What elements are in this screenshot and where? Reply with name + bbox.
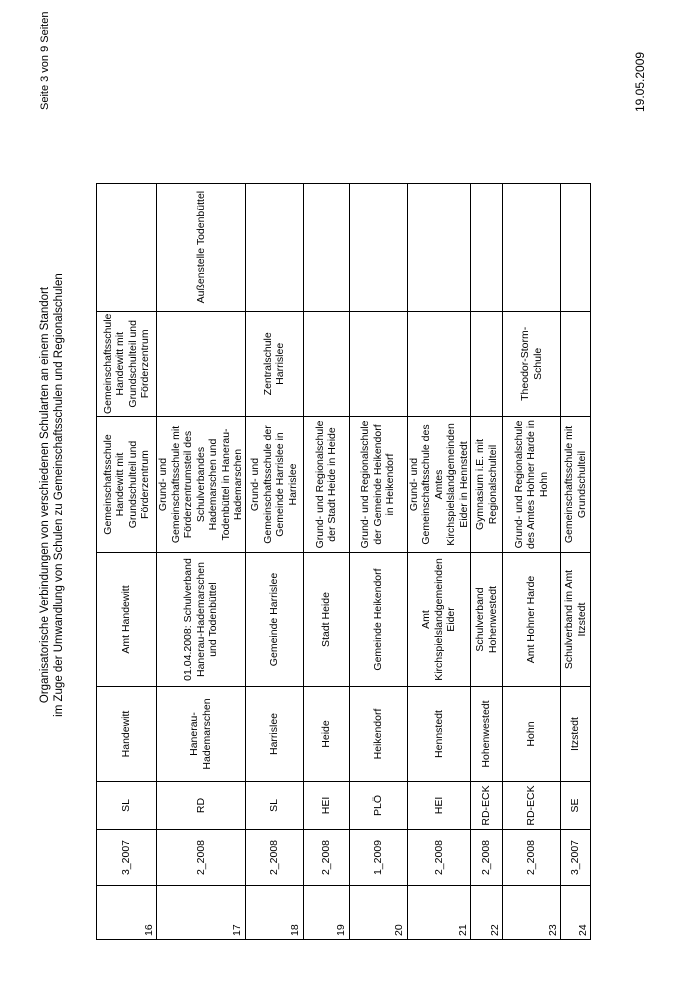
- date-code-cell: 2_2008: [157, 830, 246, 886]
- row-number-cell: 21: [407, 886, 471, 940]
- location-cell: Handewitt: [97, 687, 157, 782]
- table-row: [471, 183, 503, 939]
- row-number-cell: 16: [97, 886, 157, 940]
- table-row: [303, 183, 349, 939]
- school-name-cell: Grund- und Regionalschule der Gemeinde Heikendorf in Heikendorf: [349, 417, 407, 553]
- connected-school-cell: [561, 311, 591, 416]
- date-code-cell: 2_2008: [407, 830, 471, 886]
- branch-office-cell: [561, 183, 591, 311]
- school-name-cell: Grund- und Regionalschule des Amtes Hohner Harde in Hohn: [503, 417, 561, 553]
- connected-school-cell: [407, 311, 471, 416]
- school-authority-cell: Gemeinde Heikendorf: [349, 553, 407, 687]
- location-cell: Hanerau-Hademarschen: [157, 687, 246, 782]
- location-cell: Hohn: [503, 687, 561, 782]
- branch-office-cell: Außenstelle Todenbüttel: [157, 183, 246, 311]
- school-name-cell: Grund- und Regionalschule der Stadt Heide in Heide: [303, 417, 349, 553]
- school-authority-cell: Schulverband Hohenwestedt: [471, 553, 503, 687]
- location-cell: Itzstedt: [561, 687, 591, 782]
- connected-school-cell: Theodor-Storm-Schule: [503, 311, 561, 416]
- location-cell: Heikendorf: [349, 687, 407, 782]
- district-cell: RD-ECK: [471, 782, 503, 830]
- school-authority-cell: 01.04.2008: Schulverband Hanerau-Hademarschen und Todenbüttel: [157, 553, 246, 687]
- school-name-cell: Grund- und Gemeinschaftsschule mit Förderzentrumsteil des Schulverbandes Hademarschen und Todenbüttel in Hanerau-Hademarschen: [157, 417, 246, 553]
- connected-school-cell: Gemeinschaftsschule Handewitt mit Grundschulteil und Förderzentrum: [97, 311, 157, 416]
- branch-office-cell: [245, 183, 303, 311]
- school-authority-cell: Schulverband im Amt Itzstedt: [561, 553, 591, 687]
- location-cell: Heide: [303, 687, 349, 782]
- table-row: [157, 183, 246, 939]
- connected-school-cell: Zentralschule Harrislee: [245, 311, 303, 416]
- table-row: [97, 183, 157, 939]
- table-body: [97, 183, 591, 939]
- schools-table: [96, 183, 591, 940]
- date-code-cell: 2_2008: [471, 830, 503, 886]
- row-number-cell: 17: [157, 886, 246, 940]
- connected-school-cell: [471, 311, 503, 416]
- connected-school-cell: [157, 311, 246, 416]
- school-name-cell: Gemeinschaftsschule Handewitt mit Grundschulteil und Förderzentrum: [97, 417, 157, 553]
- district-cell: HEI: [407, 782, 471, 830]
- district-cell: PLÖ: [349, 782, 407, 830]
- row-number-cell: 24: [561, 886, 591, 940]
- school-name-cell: Gymnasium i.E. mit Regionalschulteil: [471, 417, 503, 553]
- location-cell: Harrislee: [245, 687, 303, 782]
- school-authority-cell: Amt Kirchspielslandgemeinden Eider: [407, 553, 471, 687]
- district-cell: SL: [245, 782, 303, 830]
- date-code-cell: 2_2008: [303, 830, 349, 886]
- district-cell: RD-ECK: [503, 782, 561, 830]
- date-code-cell: 2_2008: [245, 830, 303, 886]
- school-name-cell: Grund- und Gemeinschaftsschule des Amtes Kirchspielslandgemeinden Eider in Hennstedt: [407, 417, 471, 553]
- location-cell: Hennstedt: [407, 687, 471, 782]
- date-code-cell: 3_2007: [561, 830, 591, 886]
- date-code-cell: 3_2007: [97, 830, 157, 886]
- row-number-cell: 18: [245, 886, 303, 940]
- row-number-cell: 20: [349, 886, 407, 940]
- date-code-cell: 1_2009: [349, 830, 407, 886]
- branch-office-cell: [97, 183, 157, 311]
- school-name-cell: Gemeinschaftsschule mit Grundschulteil: [561, 417, 591, 553]
- connected-school-cell: [303, 311, 349, 416]
- table-row: [503, 183, 561, 939]
- branch-office-cell: [503, 183, 561, 311]
- school-authority-cell: Stadt Heide: [303, 553, 349, 687]
- page-number: Seite 3 von 9 Seiten: [39, 11, 51, 110]
- location-cell: Hohenwestedt: [471, 687, 503, 782]
- connected-school-cell: [349, 311, 407, 416]
- row-number-cell: 22: [471, 886, 503, 940]
- table-row: [407, 183, 471, 939]
- branch-office-cell: [303, 183, 349, 311]
- district-cell: SL: [97, 782, 157, 830]
- document-date: 19.05.2009: [633, 51, 647, 112]
- school-authority-cell: Amt Handewitt: [97, 553, 157, 687]
- table-row: [561, 183, 591, 939]
- table-row: [245, 183, 303, 939]
- document-title-line1: Organisatorische Verbindungen von verschiedenen Schularten an einem Standort: [39, 286, 51, 704]
- district-cell: HEI: [303, 782, 349, 830]
- district-cell: SE: [561, 782, 591, 830]
- branch-office-cell: [349, 183, 407, 311]
- branch-office-cell: [407, 183, 471, 311]
- row-number-cell: 19: [303, 886, 349, 940]
- school-authority-cell: Amt Hohner Harde: [503, 553, 561, 687]
- document-title-line2: im Zuge der Umwandlung von Schulen zu Gemeinschaftsschulen und Regionalschulen: [53, 273, 65, 717]
- table-row: [349, 183, 407, 939]
- school-name-cell: Grund- und Gemeinschaftsschule der Gemeinde Harrislee in Harrislee: [245, 417, 303, 553]
- date-code-cell: 2_2008: [503, 830, 561, 886]
- district-cell: RD: [157, 782, 246, 830]
- row-number-cell: 23: [503, 886, 561, 940]
- school-authority-cell: Gemeinde Harrislee: [245, 553, 303, 687]
- branch-office-cell: [471, 183, 503, 311]
